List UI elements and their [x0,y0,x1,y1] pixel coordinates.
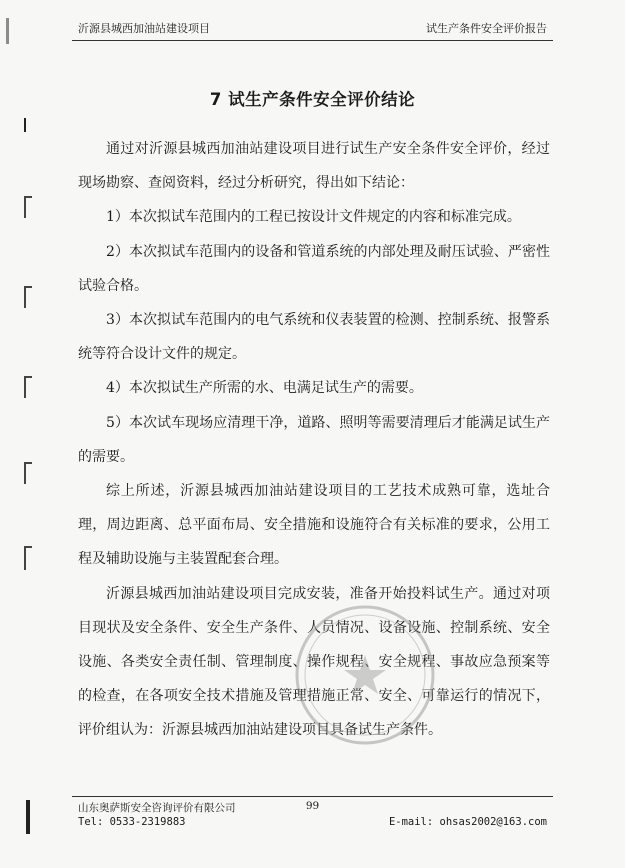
footer-email: E-mail: ohsas2002@163.com [388,816,547,828]
binding-mark [24,196,32,218]
header-divider [72,40,553,41]
footer-company: 山东奥萨斯安全咨询评价有限公司 [78,802,236,814]
paragraph-item-3: 3）本次拟试车范围内的电气系统和仪表装置的检测、控制系统、报警系统等符合设计文件的规定。 [78,312,550,363]
section-title: 7 试生产条件安全评价结论 [209,90,416,109]
binding-mark [24,376,32,398]
footer-divider [72,796,553,797]
page-number: 99 [305,800,320,812]
company-seal [290,600,440,750]
binding-mark [24,462,32,484]
scan-mark [6,18,9,44]
binding-mark [24,546,32,570]
paragraph-item-4: 4）本次拟试生产所需的水、电满足试生产的需要。 [106,380,423,397]
binding-mark [24,286,32,308]
footer-telephone: Tel: 0533-2319883 [78,816,186,828]
scan-mark [24,118,26,132]
paragraph-item-1: 1）本次拟试车范围内的工程已按设计文件规定的内容和标准完成。 [106,209,521,226]
header-report-name: 试生产条件安全评价报告 [426,22,547,35]
paragraph-item-2: 2）本次拟试车范围内的设备和管道系统的内部处理及耐压试验、严密性试验合格。 [78,243,550,294]
paragraph-summary: 综上所述，沂源县城西加油站建设项目的工艺技术成熟可靠，选址合理，周边距离、总平面布局、安全措施和设施符合有关标准的要求，公用工程及辅助设施与主装置配套合理。 [78,483,550,568]
paragraph-item-5: 5）本次试车现场应清理干净，道路、照明等需要清理后才能满足试生产的需要。 [78,414,550,465]
scan-mark [26,800,30,834]
paragraph-final: 沂源县城西加油站建设项目完成安装，准备开始投料试生产。通过对项目现状及安全条件、安全生产条件、人员情况、设备设施、控制系统、安全设施、各类安全责任制、管理制度、操作规程、安全规程、事故应急预案等的检查，在各项安全技术措施及管理措施正常、安全、可靠运行的情况下，评价组认为：沂源县城西加油站建设项目具备试生产条件。 [78,585,550,739]
header-project-name: 沂源县城西加油站建设项目 [78,22,210,35]
paragraph-intro: 通过对沂源县城西加油站建设项目进行试生产安全条件安全评价，经过现场勘察、查阅资料，经过分析研究，得出如下结论： [78,141,550,192]
